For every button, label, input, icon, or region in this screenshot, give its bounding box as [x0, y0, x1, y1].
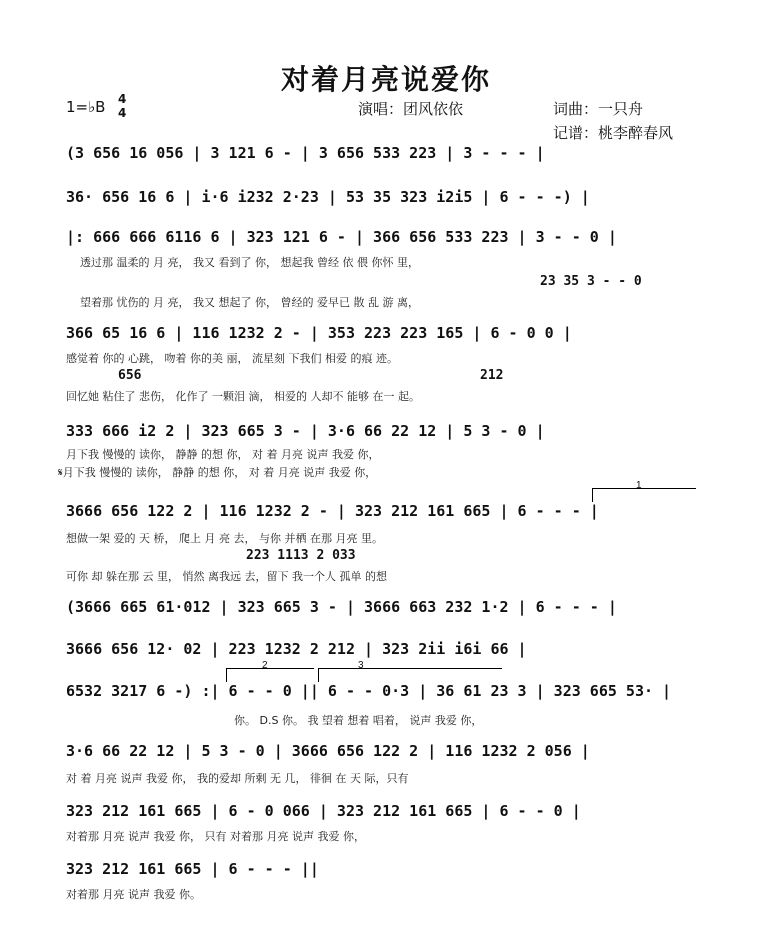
music-row-3: |: 666 666 6116 6 | 323 121 6 - | 366 656 533 223 | 3 - - 0 | [66, 228, 617, 246]
lyric-row-9: 你。 D.S 你。 我 望着 想着 唱着， 说声 我爱 你， [234, 714, 483, 727]
time-signature-top: 4 [118, 92, 127, 106]
key-signature: 1=♭B [66, 98, 106, 116]
lyric-row-6: 𝄋月下我 慢慢的 读你， 静静 的想 你， 对 着 月亮 说声 我爱 你， [58, 466, 377, 479]
lyric-row-4: 回忆她 粘住了 悲伤， 化作了 一颗泪 滴， 相爱的 人却不 能够 在一 起。 [66, 390, 420, 403]
music-row-9: 6532 3217 6 -) :| 6 - - 0 || 6 - - 0·3 | 36 61 23 3 | 323 665 53· | [66, 682, 672, 700]
volta-1-line [592, 488, 696, 489]
volta-2-bracket [226, 668, 227, 682]
music-row-8: 3666 656 12· 02 | 223 1232 2 212 | 323 2ii i6i 66 | [66, 640, 527, 658]
volta-3-number: 3 [358, 660, 364, 671]
lyric-row-12: 对着那 月亮 说声 我爱 你。 [66, 888, 201, 901]
annotation-1: 23 35 3 - - 0 [540, 274, 642, 289]
volta-2-line [226, 668, 314, 669]
lyric-row-8: 可你 却 躲在那 云 里， 悄然 离我远 去，留下 我一个人 孤单 的想 [66, 570, 387, 583]
music-row-11: 323 212 161 665 | 6 - 0 066 | 323 212 161 665 | 6 - - 0 | [66, 802, 581, 820]
music-row-6: 3666 656 122 2 | 116 1232 2 - | 323 212 161 665 | 6 - - - | [66, 502, 599, 520]
time-signature-bottom: 4 [118, 106, 127, 120]
volta-1-bracket [592, 488, 593, 502]
music-row-10: 3·6 66 22 12 | 5 3 - 0 | 3666 656 122 2 | 116 1232 2 056 | [66, 742, 590, 760]
volta-1-number: 1 [636, 480, 642, 491]
volta-2-number: 2 [262, 660, 268, 671]
lyric-row-5: 月下我 慢慢的 读你， 静静 的想 你， 对 着 月亮 说声 我爱 你， [66, 448, 380, 461]
music-row-4: 366 65 16 6 | 116 1232 2 - | 353 223 223 165 | 6 - 0 0 | [66, 324, 572, 342]
lyric-row-7: 想做一架 爱的 天 桥， 爬上 月 亮 去， 与你 并栖 在那 月亮 里。 [66, 532, 383, 545]
volta-3-line [318, 668, 502, 669]
song-title: 对着月亮说爱你 [280, 63, 491, 96]
annotation-3: 212 [480, 368, 504, 383]
annotation-2: 656 [118, 368, 142, 383]
composer-credit: 词曲：一只舟 [553, 100, 644, 118]
music-row-1: (3 656 16 056 | 3 121 6 - | 3 656 533 223 | 3 - - - | [66, 144, 545, 162]
transcriber-credit: 记谱：桃李醉春风 [553, 124, 674, 142]
lyric-row-1: 透过那 温柔的 月 亮， 我又 看到了 你， 想起我 曾经 依 偎 你怀 里， [80, 256, 419, 269]
music-row-2: 36· 656 16 6 | i·6 i232 2·23 | 53 35 323 i2i5 | 6 - - -) | [66, 188, 590, 206]
music-row-5: 333 666 i2 2 | 323 665 3 - | 3·6 66 22 12 | 5 3 - 0 | [66, 422, 545, 440]
lyric-row-2: 望着那 忧伤的 月 亮， 我又 想起了 你， 曾经的 爱早已 散 乱 游 离， [80, 296, 419, 309]
volta-3-bracket [318, 668, 319, 682]
lyric-row-11: 对着那 月亮 说声 我爱 你， 只有 对着那 月亮 说声 我爱 你， [66, 830, 365, 843]
music-row-7: (3666 665 61·012 | 323 665 3 - | 3666 663 232 1·2 | 6 - - - | [66, 598, 617, 616]
music-row-12: 323 212 161 665 | 6 - - - || [66, 860, 319, 878]
lyric-row-3: 感觉着 你的 心跳， 吻着 你的美 丽， 流星刻 下我们 相爱 的痕 迹。 [66, 352, 398, 365]
annotation-4: 223 1113 2 033 [246, 548, 356, 563]
lyric-row-10: 对 着 月亮 说声 我爱 你， 我的爱却 所剩 无 几， 徘徊 在 天 际，只有 [66, 772, 409, 785]
singer-credit: 演唱：团风依依 [358, 100, 464, 118]
